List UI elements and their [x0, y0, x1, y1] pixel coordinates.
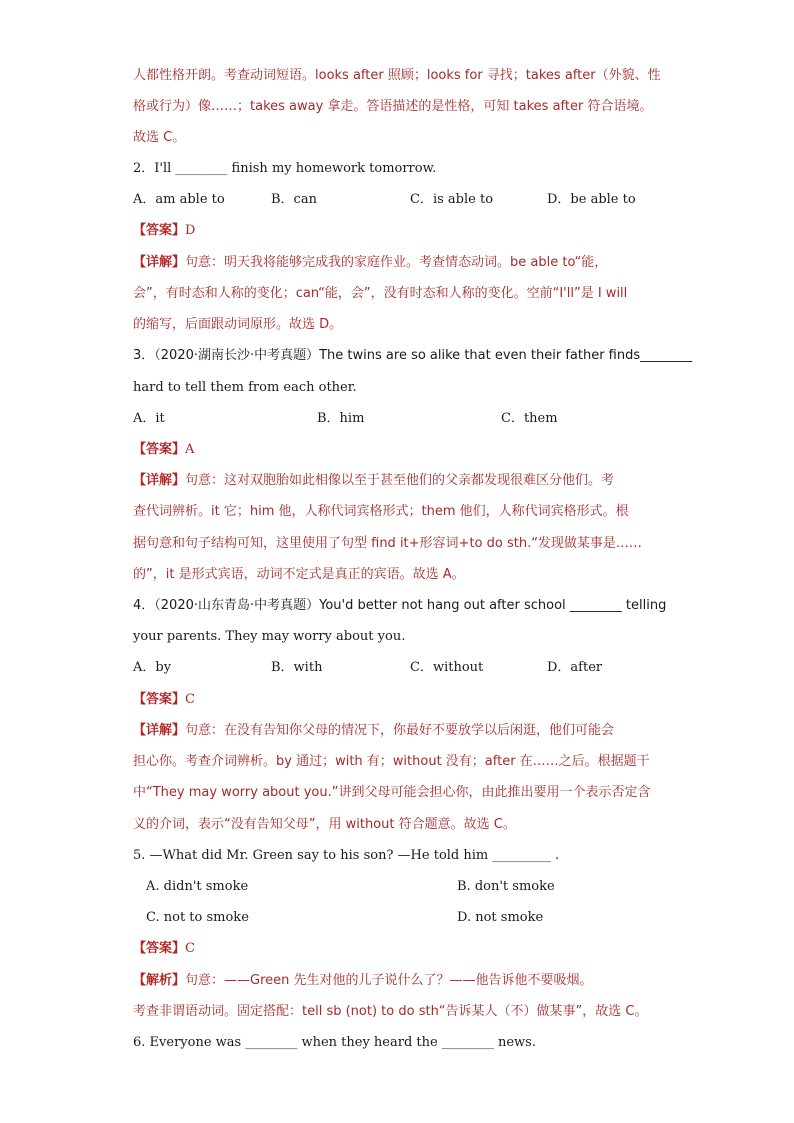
option-a: A．am able to	[133, 192, 225, 207]
prev-explanation-line: 故选 C。	[133, 130, 186, 145]
question-4-options	[133, 658, 663, 678]
detail-text: 担心你。考查介词辨析。by 通过；with 有；without 没有；after 在……之后。根据题干	[133, 754, 650, 769]
option-b: B. don't smoke	[457, 879, 555, 894]
option-a: A. didn't smoke	[146, 879, 249, 894]
question-4-answer	[133, 690, 663, 710]
option-b: B．with	[271, 660, 323, 675]
detail-label: 【详解】	[133, 473, 186, 488]
option-d: D. not smoke	[457, 910, 544, 925]
answer-value: C	[185, 692, 195, 707]
answer-label: 【答案】	[133, 692, 186, 707]
question-2-options	[133, 190, 663, 210]
option-c: C．without	[410, 660, 484, 675]
detail-text: 句意：明天我将能够完成我的家庭作业。考查情态动词。be able to“能，	[185, 255, 608, 270]
question-2-answer	[133, 221, 663, 241]
detail-text: 的缩写，后面跟动词原形。故选 D。	[133, 317, 343, 332]
question-5-answer	[133, 939, 663, 959]
answer-label: 【答案】	[133, 223, 186, 238]
detail-text: 的”，it 是形式宾语，动词不定式是真正的宾语。故选 A。	[133, 567, 465, 582]
option-d: D．after	[547, 660, 603, 675]
answer-label: 【答案】	[133, 442, 186, 457]
question-2-detail	[133, 253, 663, 273]
option-c: C. not to smoke	[146, 910, 249, 925]
option-d: D．be able to	[547, 192, 636, 207]
question-5-options-row	[133, 908, 663, 928]
option-b: B．him	[317, 411, 365, 426]
question-3-answer	[133, 440, 663, 460]
detail-text: 会”，有时态和人称的变化；can“能，会”，没有时态和人称的变化。空前“I'll”是 I will	[133, 286, 628, 301]
detail-text: 据句意和句子结构可知，这里使用了句型 find it+形容词+to do sth.“发现做某事是……	[133, 536, 642, 551]
prev-explanation-line: 人都性格开朗。考查动词短语。looks after 照顾；looks for 寻找；takes after（外貌、性	[133, 68, 661, 83]
detail-text: 句意：——Green 先生对他的儿子说什么了？——他告诉他不要吸烟。	[185, 973, 593, 988]
detail-label: 【解析】	[133, 973, 186, 988]
detail-text: 句意：在没有告知你父母的情况下，你最好不要放学以后闲逛，他们可能会	[185, 723, 615, 738]
question-3-stem: 3．（2020·湖南长沙·中考真题）The twins are so alike that even their father finds________	[133, 348, 693, 363]
answer-value: D	[185, 223, 196, 238]
detail-text: 查代词辨析。it 它；him 他，人称代词宾格形式；them 他们，人称代词宾格形式。根	[133, 504, 629, 519]
detail-text: 义的介词，表示“没有告知父母”，用 without 符合题意。故选 C。	[133, 817, 516, 832]
question-4-detail	[133, 721, 663, 741]
option-a: A．by	[133, 660, 172, 675]
option-c: C．is able to	[410, 192, 494, 207]
option-b: B．can	[271, 192, 317, 207]
question-6-stem: 6. Everyone was ________ when they heard the ________ news.	[133, 1035, 536, 1050]
question-3-options	[133, 409, 663, 429]
detail-label: 【详解】	[133, 255, 186, 270]
prev-explanation-line: 格或行为）像……；takes away 拿走。答语描述的是性格，可知 takes after 符合语境。	[133, 99, 653, 114]
detail-text: 句意：这对双胞胎如此相像以至于甚至他们的父亲都发现很难区分他们。考	[185, 473, 615, 488]
detail-text: 考查非谓语动词。固定搭配：tell sb (not) to do sth“告诉某人（不）做某事”，故选 C。	[133, 1004, 648, 1019]
detail-text: 中“They may worry about you.”讲到父母可能会担心你，由此推出要用一个表示否定含	[133, 785, 651, 800]
detail-label: 【详解】	[133, 723, 186, 738]
question-3-stem: hard to tell them from each other.	[133, 380, 357, 395]
option-a: A．it	[133, 411, 165, 426]
question-4-stem: your parents. They may worry about you.	[133, 629, 406, 644]
answer-value: A	[185, 442, 195, 457]
question-4-stem: 4．（2020·山东青岛·中考真题）You'd better not hang out after school ________ telling	[133, 598, 667, 613]
answer-label: 【答案】	[133, 941, 186, 956]
answer-value: C	[185, 941, 195, 956]
option-c: C．them	[501, 411, 558, 426]
question-2-stem: 2．I'll ________ finish my homework tomorrow.	[133, 161, 437, 176]
question-5-options-row	[133, 877, 663, 897]
question-5-detail	[133, 971, 663, 991]
question-3-detail	[133, 471, 663, 491]
question-5-stem: 5. —What did Mr. Green say to his son? —He told him _________ .	[133, 848, 560, 863]
